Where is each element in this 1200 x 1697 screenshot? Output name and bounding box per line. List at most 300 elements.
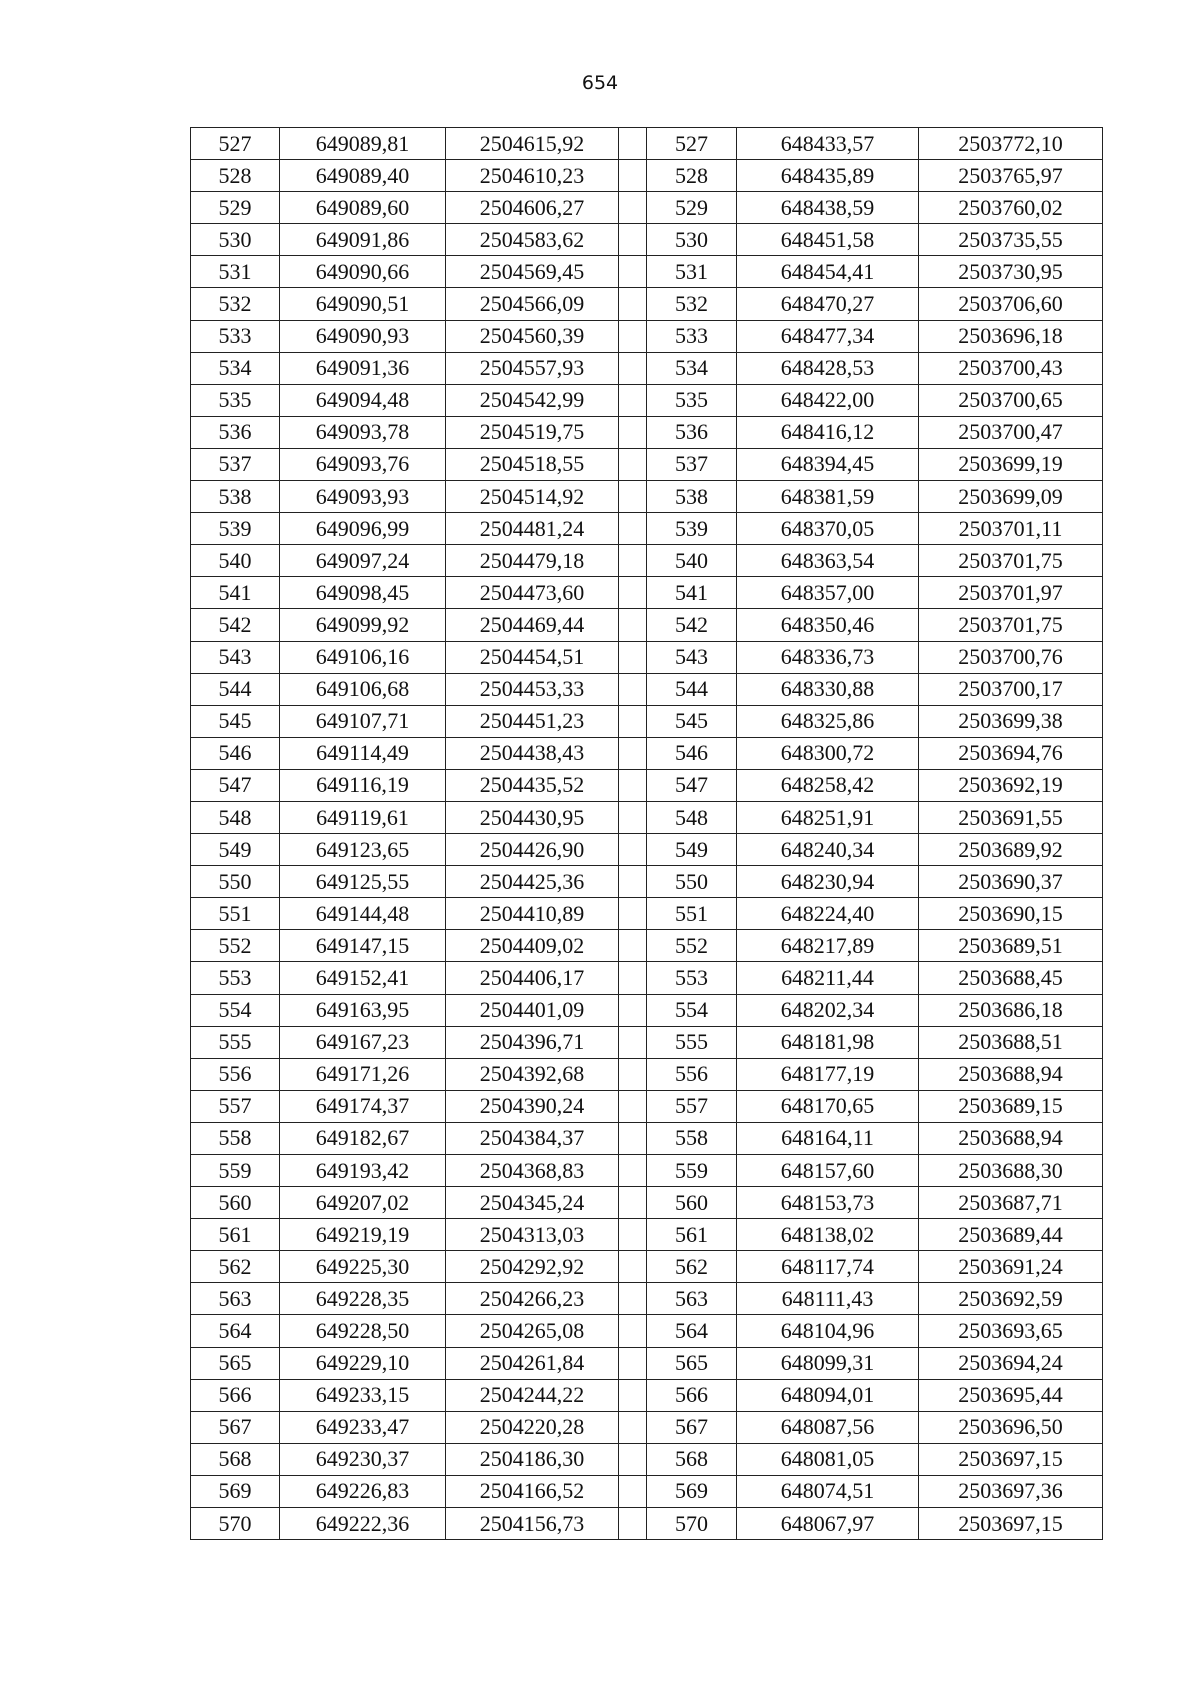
left-point-number-cell: 546	[191, 737, 280, 769]
separator-cell	[619, 1058, 647, 1090]
right-y-cell: 2503700,65	[919, 384, 1103, 416]
right-x-cell: 648433,57	[737, 128, 919, 160]
table-row	[191, 705, 1103, 737]
right-x-cell: 648153,73	[737, 1187, 919, 1219]
right-point-number-cell: 561	[647, 1219, 737, 1251]
left-x-cell: 649093,76	[280, 448, 446, 480]
separator-cell	[619, 1379, 647, 1411]
right-x-cell: 648081,05	[737, 1443, 919, 1475]
left-y-cell: 2504583,62	[446, 224, 619, 256]
right-y-cell: 2503697,15	[919, 1508, 1103, 1540]
left-y-cell: 2504451,23	[446, 705, 619, 737]
table-row	[191, 1251, 1103, 1283]
table-row	[191, 1411, 1103, 1443]
left-y-cell: 2504606,27	[446, 192, 619, 224]
left-x-cell: 649207,02	[280, 1187, 446, 1219]
right-y-cell: 2503735,55	[919, 224, 1103, 256]
left-point-number-cell: 539	[191, 513, 280, 545]
left-y-cell: 2504473,60	[446, 577, 619, 609]
right-y-cell: 2503690,37	[919, 866, 1103, 898]
right-point-number-cell: 551	[647, 898, 737, 930]
right-point-number-cell: 556	[647, 1058, 737, 1090]
left-point-number-cell: 542	[191, 609, 280, 641]
left-y-cell: 2504566,09	[446, 288, 619, 320]
left-y-cell: 2504514,92	[446, 481, 619, 513]
left-y-cell: 2504454,51	[446, 641, 619, 673]
right-y-cell: 2503701,97	[919, 577, 1103, 609]
left-point-number-cell: 540	[191, 545, 280, 577]
left-y-cell: 2504518,55	[446, 448, 619, 480]
separator-cell	[619, 545, 647, 577]
separator-cell	[619, 1187, 647, 1219]
table-row	[191, 1443, 1103, 1475]
left-point-number-cell: 555	[191, 1026, 280, 1058]
left-y-cell: 2504610,23	[446, 160, 619, 192]
left-point-number-cell: 545	[191, 705, 280, 737]
right-y-cell: 2503689,51	[919, 930, 1103, 962]
table-row	[191, 416, 1103, 448]
right-point-number-cell: 535	[647, 384, 737, 416]
separator-cell	[619, 416, 647, 448]
right-point-number-cell: 536	[647, 416, 737, 448]
left-y-cell: 2504542,99	[446, 384, 619, 416]
table-row	[191, 448, 1103, 480]
left-y-cell: 2504166,52	[446, 1475, 619, 1507]
right-point-number-cell: 527	[647, 128, 737, 160]
right-y-cell: 2503689,15	[919, 1090, 1103, 1122]
left-point-number-cell: 534	[191, 352, 280, 384]
left-y-cell: 2504266,23	[446, 1283, 619, 1315]
left-y-cell: 2504313,03	[446, 1219, 619, 1251]
right-x-cell: 648224,40	[737, 898, 919, 930]
separator-cell	[619, 160, 647, 192]
right-y-cell: 2503692,59	[919, 1283, 1103, 1315]
left-x-cell: 649219,19	[280, 1219, 446, 1251]
right-point-number-cell: 560	[647, 1187, 737, 1219]
table-row	[191, 577, 1103, 609]
left-point-number-cell: 564	[191, 1315, 280, 1347]
right-y-cell: 2503692,19	[919, 769, 1103, 801]
left-x-cell: 649233,47	[280, 1411, 446, 1443]
left-y-cell: 2504261,84	[446, 1347, 619, 1379]
separator-cell	[619, 769, 647, 801]
left-y-cell: 2504557,93	[446, 352, 619, 384]
left-y-cell: 2504186,30	[446, 1443, 619, 1475]
left-x-cell: 649114,49	[280, 737, 446, 769]
table-row	[191, 737, 1103, 769]
left-y-cell: 2504410,89	[446, 898, 619, 930]
left-x-cell: 649125,55	[280, 866, 446, 898]
left-x-cell: 649090,51	[280, 288, 446, 320]
left-point-number-cell: 531	[191, 256, 280, 288]
left-x-cell: 649106,16	[280, 641, 446, 673]
left-x-cell: 649229,10	[280, 1347, 446, 1379]
right-point-number-cell: 566	[647, 1379, 737, 1411]
right-y-cell: 2503699,09	[919, 481, 1103, 513]
table-row	[191, 128, 1103, 160]
table-row	[191, 320, 1103, 352]
separator-cell	[619, 898, 647, 930]
table-row	[191, 866, 1103, 898]
left-y-cell: 2504220,28	[446, 1411, 619, 1443]
left-point-number-cell: 543	[191, 641, 280, 673]
table-row	[191, 898, 1103, 930]
left-y-cell: 2504425,36	[446, 866, 619, 898]
right-x-cell: 648138,02	[737, 1219, 919, 1251]
separator-cell	[619, 224, 647, 256]
separator-cell	[619, 705, 647, 737]
right-y-cell: 2503772,10	[919, 128, 1103, 160]
separator-cell	[619, 1155, 647, 1187]
left-y-cell: 2504453,33	[446, 673, 619, 705]
right-point-number-cell: 542	[647, 609, 737, 641]
right-x-cell: 648394,45	[737, 448, 919, 480]
table-row	[191, 384, 1103, 416]
left-point-number-cell: 549	[191, 834, 280, 866]
left-y-cell: 2504384,37	[446, 1122, 619, 1154]
left-x-cell: 649228,35	[280, 1283, 446, 1315]
right-x-cell: 648330,88	[737, 673, 919, 705]
left-point-number-cell: 558	[191, 1122, 280, 1154]
left-y-cell: 2504345,24	[446, 1187, 619, 1219]
left-y-cell: 2504409,02	[446, 930, 619, 962]
left-x-cell: 649094,48	[280, 384, 446, 416]
separator-cell	[619, 192, 647, 224]
right-y-cell: 2503760,02	[919, 192, 1103, 224]
left-point-number-cell: 547	[191, 769, 280, 801]
right-x-cell: 648258,42	[737, 769, 919, 801]
right-x-cell: 648357,00	[737, 577, 919, 609]
left-x-cell: 649123,65	[280, 834, 446, 866]
right-y-cell: 2503700,47	[919, 416, 1103, 448]
separator-cell	[619, 1508, 647, 1540]
right-x-cell: 648087,56	[737, 1411, 919, 1443]
right-point-number-cell: 544	[647, 673, 737, 705]
table-row	[191, 1379, 1103, 1411]
right-point-number-cell: 531	[647, 256, 737, 288]
left-x-cell: 649233,15	[280, 1379, 446, 1411]
left-y-cell: 2504368,83	[446, 1155, 619, 1187]
left-point-number-cell: 529	[191, 192, 280, 224]
right-point-number-cell: 541	[647, 577, 737, 609]
left-y-cell: 2504292,92	[446, 1251, 619, 1283]
right-point-number-cell: 529	[647, 192, 737, 224]
left-x-cell: 649089,60	[280, 192, 446, 224]
right-point-number-cell: 528	[647, 160, 737, 192]
right-y-cell: 2503694,76	[919, 737, 1103, 769]
left-y-cell: 2504469,44	[446, 609, 619, 641]
left-y-cell: 2504401,09	[446, 994, 619, 1026]
right-point-number-cell: 558	[647, 1122, 737, 1154]
right-point-number-cell: 562	[647, 1251, 737, 1283]
right-y-cell: 2503700,43	[919, 352, 1103, 384]
right-y-cell: 2503689,92	[919, 834, 1103, 866]
right-point-number-cell: 555	[647, 1026, 737, 1058]
right-x-cell: 648325,86	[737, 705, 919, 737]
right-x-cell: 648067,97	[737, 1508, 919, 1540]
separator-cell	[619, 481, 647, 513]
right-x-cell: 648202,34	[737, 994, 919, 1026]
left-y-cell: 2504438,43	[446, 737, 619, 769]
table-row	[191, 1508, 1103, 1540]
right-x-cell: 648336,73	[737, 641, 919, 673]
right-y-cell: 2503688,94	[919, 1058, 1103, 1090]
right-x-cell: 648230,94	[737, 866, 919, 898]
right-y-cell: 2503701,75	[919, 545, 1103, 577]
table-row	[191, 994, 1103, 1026]
right-point-number-cell: 548	[647, 801, 737, 833]
right-y-cell: 2503690,15	[919, 898, 1103, 930]
left-point-number-cell: 532	[191, 288, 280, 320]
left-point-number-cell: 570	[191, 1508, 280, 1540]
table-row	[191, 673, 1103, 705]
page-number: 654	[581, 72, 619, 94]
right-x-cell: 648381,59	[737, 481, 919, 513]
right-point-number-cell: 553	[647, 962, 737, 994]
table-row	[191, 224, 1103, 256]
separator-cell	[619, 737, 647, 769]
left-y-cell: 2504390,24	[446, 1090, 619, 1122]
left-point-number-cell: 562	[191, 1251, 280, 1283]
right-x-cell: 648217,89	[737, 930, 919, 962]
separator-cell	[619, 962, 647, 994]
right-x-cell: 648428,53	[737, 352, 919, 384]
left-y-cell: 2504435,52	[446, 769, 619, 801]
right-point-number-cell: 565	[647, 1347, 737, 1379]
separator-cell	[619, 994, 647, 1026]
right-x-cell: 648438,59	[737, 192, 919, 224]
left-point-number-cell: 541	[191, 577, 280, 609]
left-x-cell: 649228,50	[280, 1315, 446, 1347]
left-x-cell: 649147,15	[280, 930, 446, 962]
right-y-cell: 2503700,76	[919, 641, 1103, 673]
right-x-cell: 648117,74	[737, 1251, 919, 1283]
table-row	[191, 192, 1103, 224]
separator-cell	[619, 352, 647, 384]
right-point-number-cell: 532	[647, 288, 737, 320]
left-point-number-cell: 548	[191, 801, 280, 833]
separator-cell	[619, 1090, 647, 1122]
left-x-cell: 649090,66	[280, 256, 446, 288]
right-y-cell: 2503688,51	[919, 1026, 1103, 1058]
right-point-number-cell: 559	[647, 1155, 737, 1187]
left-x-cell: 649171,26	[280, 1058, 446, 1090]
left-point-number-cell: 560	[191, 1187, 280, 1219]
left-x-cell: 649226,83	[280, 1475, 446, 1507]
table-row	[191, 1155, 1103, 1187]
left-y-cell: 2504406,17	[446, 962, 619, 994]
separator-cell	[619, 1219, 647, 1251]
right-x-cell: 648177,19	[737, 1058, 919, 1090]
right-point-number-cell: 554	[647, 994, 737, 1026]
left-point-number-cell: 527	[191, 128, 280, 160]
left-x-cell: 649152,41	[280, 962, 446, 994]
table-row	[191, 352, 1103, 384]
right-y-cell: 2503695,44	[919, 1379, 1103, 1411]
left-y-cell: 2504265,08	[446, 1315, 619, 1347]
table-row	[191, 769, 1103, 801]
separator-cell	[619, 641, 647, 673]
table-row	[191, 1090, 1103, 1122]
left-point-number-cell: 557	[191, 1090, 280, 1122]
separator-cell	[619, 866, 647, 898]
right-y-cell: 2503696,18	[919, 320, 1103, 352]
right-point-number-cell: 550	[647, 866, 737, 898]
right-y-cell: 2503691,55	[919, 801, 1103, 833]
right-point-number-cell: 570	[647, 1508, 737, 1540]
separator-cell	[619, 288, 647, 320]
right-point-number-cell: 545	[647, 705, 737, 737]
left-x-cell: 649163,95	[280, 994, 446, 1026]
right-x-cell: 648211,44	[737, 962, 919, 994]
left-point-number-cell: 563	[191, 1283, 280, 1315]
left-point-number-cell: 544	[191, 673, 280, 705]
right-y-cell: 2503693,65	[919, 1315, 1103, 1347]
right-point-number-cell: 557	[647, 1090, 737, 1122]
left-y-cell: 2504430,95	[446, 801, 619, 833]
right-x-cell: 648454,41	[737, 256, 919, 288]
separator-cell	[619, 577, 647, 609]
right-x-cell: 648094,01	[737, 1379, 919, 1411]
right-x-cell: 648416,12	[737, 416, 919, 448]
right-point-number-cell: 549	[647, 834, 737, 866]
right-x-cell: 648350,46	[737, 609, 919, 641]
separator-cell	[619, 609, 647, 641]
left-x-cell: 649093,78	[280, 416, 446, 448]
table-row	[191, 1122, 1103, 1154]
right-point-number-cell: 530	[647, 224, 737, 256]
right-x-cell: 648422,00	[737, 384, 919, 416]
left-point-number-cell: 566	[191, 1379, 280, 1411]
coordinates-table-body	[191, 128, 1103, 1540]
left-x-cell: 649193,42	[280, 1155, 446, 1187]
separator-cell	[619, 1283, 647, 1315]
table-row	[191, 513, 1103, 545]
right-x-cell: 648240,34	[737, 834, 919, 866]
left-point-number-cell: 559	[191, 1155, 280, 1187]
table-row	[191, 545, 1103, 577]
coordinates-table	[190, 127, 1103, 1540]
left-point-number-cell: 553	[191, 962, 280, 994]
left-point-number-cell: 536	[191, 416, 280, 448]
table-row	[191, 641, 1103, 673]
left-point-number-cell: 554	[191, 994, 280, 1026]
left-point-number-cell: 537	[191, 448, 280, 480]
table-row	[191, 962, 1103, 994]
left-y-cell: 2504615,92	[446, 128, 619, 160]
left-x-cell: 649230,37	[280, 1443, 446, 1475]
table-row	[191, 1475, 1103, 1507]
left-point-number-cell: 551	[191, 898, 280, 930]
right-y-cell: 2503697,36	[919, 1475, 1103, 1507]
table-row	[191, 288, 1103, 320]
separator-cell	[619, 801, 647, 833]
separator-cell	[619, 834, 647, 866]
left-x-cell: 649096,99	[280, 513, 446, 545]
separator-cell	[619, 513, 647, 545]
left-point-number-cell: 561	[191, 1219, 280, 1251]
right-y-cell: 2503696,50	[919, 1411, 1103, 1443]
separator-cell	[619, 1122, 647, 1154]
right-x-cell: 648435,89	[737, 160, 919, 192]
left-x-cell: 649093,93	[280, 481, 446, 513]
separator-cell	[619, 320, 647, 352]
separator-cell	[619, 256, 647, 288]
right-x-cell: 648111,43	[737, 1283, 919, 1315]
left-point-number-cell: 552	[191, 930, 280, 962]
right-point-number-cell: 552	[647, 930, 737, 962]
table-row	[191, 1283, 1103, 1315]
left-x-cell: 649090,93	[280, 320, 446, 352]
table-row	[191, 1315, 1103, 1347]
left-y-cell: 2504481,24	[446, 513, 619, 545]
right-y-cell: 2503688,45	[919, 962, 1103, 994]
right-y-cell: 2503701,11	[919, 513, 1103, 545]
right-y-cell: 2503687,71	[919, 1187, 1103, 1219]
right-x-cell: 648170,65	[737, 1090, 919, 1122]
left-point-number-cell: 569	[191, 1475, 280, 1507]
left-y-cell: 2504560,39	[446, 320, 619, 352]
right-x-cell: 648470,27	[737, 288, 919, 320]
left-x-cell: 649091,36	[280, 352, 446, 384]
right-point-number-cell: 546	[647, 737, 737, 769]
left-x-cell: 649106,68	[280, 673, 446, 705]
right-x-cell: 648451,58	[737, 224, 919, 256]
right-point-number-cell: 539	[647, 513, 737, 545]
left-y-cell: 2504569,45	[446, 256, 619, 288]
right-y-cell: 2503699,19	[919, 448, 1103, 480]
table-row	[191, 930, 1103, 962]
separator-cell	[619, 1315, 647, 1347]
right-x-cell: 648251,91	[737, 801, 919, 833]
table-row	[191, 1347, 1103, 1379]
left-x-cell: 649091,86	[280, 224, 446, 256]
right-point-number-cell: 567	[647, 1411, 737, 1443]
table-row	[191, 1219, 1103, 1251]
left-point-number-cell: 568	[191, 1443, 280, 1475]
right-y-cell: 2503700,17	[919, 673, 1103, 705]
right-x-cell: 648099,31	[737, 1347, 919, 1379]
right-x-cell: 648300,72	[737, 737, 919, 769]
left-y-cell: 2504244,22	[446, 1379, 619, 1411]
separator-cell	[619, 673, 647, 705]
separator-cell	[619, 1347, 647, 1379]
left-x-cell: 649182,67	[280, 1122, 446, 1154]
left-x-cell: 649097,24	[280, 545, 446, 577]
left-x-cell: 649222,36	[280, 1508, 446, 1540]
left-x-cell: 649174,37	[280, 1090, 446, 1122]
left-x-cell: 649225,30	[280, 1251, 446, 1283]
left-point-number-cell: 533	[191, 320, 280, 352]
left-y-cell: 2504519,75	[446, 416, 619, 448]
left-y-cell: 2504479,18	[446, 545, 619, 577]
table-row	[191, 1026, 1103, 1058]
right-y-cell: 2503689,44	[919, 1219, 1103, 1251]
left-point-number-cell: 538	[191, 481, 280, 513]
left-x-cell: 649089,40	[280, 160, 446, 192]
right-point-number-cell: 538	[647, 481, 737, 513]
right-point-number-cell: 533	[647, 320, 737, 352]
right-point-number-cell: 537	[647, 448, 737, 480]
right-x-cell: 648370,05	[737, 513, 919, 545]
table-row	[191, 256, 1103, 288]
left-y-cell: 2504392,68	[446, 1058, 619, 1090]
right-y-cell: 2503697,15	[919, 1443, 1103, 1475]
left-x-cell: 649107,71	[280, 705, 446, 737]
separator-cell	[619, 128, 647, 160]
right-x-cell: 648477,34	[737, 320, 919, 352]
left-y-cell: 2504156,73	[446, 1508, 619, 1540]
